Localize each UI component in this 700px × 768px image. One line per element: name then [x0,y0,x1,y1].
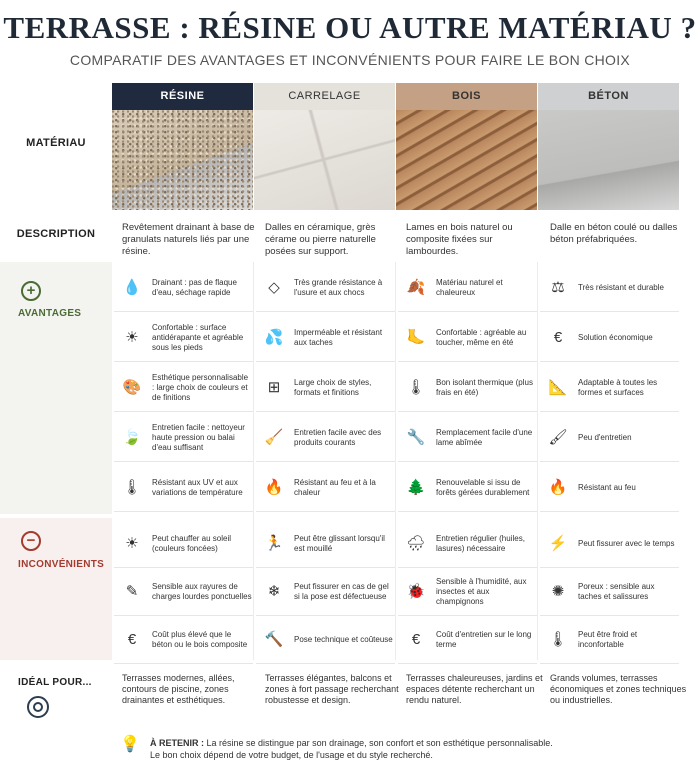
trowel-icon: 🔨 [264,630,284,648]
avantages-text: Solution économique [578,332,653,342]
avantages-carrelage-item [256,464,395,512]
avantages-text: Remplacement facile d'une lame abîmée [436,427,533,447]
avantages-carrelage-item [256,264,395,312]
drill-icon: 🔧 [406,428,426,446]
page-title: TERRASSE : RÉSINE OU AUTRE MATÉRIAU ? [3,10,697,45]
water-drop-icon: 💧 [122,278,142,296]
avantages-text: Résistant aux UV et aux variations de température [152,477,243,497]
avantages-beton-item [540,364,679,412]
avantages-band [0,262,112,514]
inconvenients-resine-item [114,616,253,664]
leaf-icon: 🍃 [122,428,142,446]
target-icon [27,696,49,718]
inconvenients-carrelage-item [256,520,395,568]
column-header-carrelage: CARRELAGE [254,83,395,110]
sun-icon: ☀ [125,328,139,346]
description-bois: Lames en bois naturel ou composite fixées sur lambourdes. [406,222,513,257]
page-subtitle: COMPARATIF DES AVANTAGES ET INCONVÉNIENTS POUR FAIRE LE BON CHOIX [69,52,631,68]
thermometer-icon: 🌡 [406,378,426,396]
avantages-carrelage-item [256,414,395,462]
avantages-text: Renouvelable si issu de forêts gérées durablement [436,477,530,497]
retenir-line2: Le bon choix dépend de votre budget, de l'usage et du style recherché. [150,750,433,760]
avantages-resine-item [114,414,253,462]
inconvenients-text: Coût d'entretien sur le long terme [436,629,532,649]
inconvenients-resine-item [114,520,253,568]
inconvenients-bois-item [398,616,537,664]
inconvenients-label: INCONVÉNIENTS [18,559,105,570]
grid-icon: ⊞ [267,378,281,396]
avantages-text: Matériau naturel et chaleureux [436,277,503,297]
lightbulb-icon: 💡 [120,736,140,753]
avantages-text: Entretien facile avec des produits courants [294,427,382,447]
inconvenients-resine-item [114,568,253,616]
retenir-note [150,737,690,761]
retenir-label: À RETENIR : [150,738,204,748]
inconvenients-text: Peut fissurer en cas de gel si la pose est défectueuse [294,581,389,601]
inconvenients-text: Peut être glissant lorsqu'il est mouillé [294,533,385,553]
euro-icon: € [127,630,137,648]
inconvenients-text: Sensible à l'humidité, aux insectes et aux champignons [436,576,527,606]
avantages-resine-item [114,364,253,412]
avantages-text: Large choix de styles, formats et finitions [294,377,372,397]
avantages-text: Adaptable à toutes les formes et surfaces [578,377,658,397]
inconvenients-text: Peut fissurer avec le temps [578,538,675,548]
avantages-bois-item [398,364,537,412]
avantages-text: Très résistant et durable [578,282,664,292]
ruler-icon: 📐 [548,378,568,396]
avantages-beton-item [540,264,679,312]
spray-icon: 🖌 [548,428,568,446]
plus-circle-icon: + [21,281,41,301]
avantages-text: Résistant au feu et à la chaleur [294,477,376,497]
avantages-bois-item [398,314,537,362]
thermometer-icon: 🌡 [122,478,142,496]
row-label-materiau: MATÉRIAU [26,137,86,149]
broom-icon: 🧹 [264,428,284,446]
avantages-label: AVANTAGES [18,308,82,319]
avantages-text: Bon isolant thermique (plus frais en été) [436,377,533,397]
avantages-text: Confortable : surface antidérapante et agréable sous les pieds [152,322,244,352]
inconvenients-text: Poreux : sensible aux taches et salissures [578,581,655,601]
avantages-text: Peu d'entretien [578,432,632,442]
inconvenients-text: Peut être froid et inconfortable [578,629,638,649]
column-divider [395,262,396,660]
column-header-resine: RÉSINE [112,83,253,110]
inconvenients-beton-item [540,568,679,616]
tree-icon: 🌲 [406,478,426,496]
avantages-text: Résistant au feu [578,482,636,492]
ideal-resine: Terrasses modernes, allées, contours de piscine, zones drainantes et esthétiques. [122,673,235,705]
avantages-resine-item [114,314,253,362]
flame-icon: 🔥 [548,478,568,496]
minus-circle-icon: − [21,531,41,551]
drops-icon: 💦 [264,328,284,346]
description-beton: Dalle en béton coulé ou dalles béton préfabriquées. [550,222,678,245]
inconvenients-text: Sensible aux rayures de charges lourdes ponctuelles [152,581,252,601]
avantages-beton-item [540,464,679,512]
inconvenients-beton-item [540,520,679,568]
inconvenients-carrelage-item [256,616,395,664]
avantages-text: Très grande résistance à l'usure et aux chocs [294,277,383,297]
column-divider [253,262,254,660]
euro-icon: € [553,328,563,346]
avantages-text: Confortable : agréable au toucher, même en été [436,327,527,347]
avantages-bois-item [398,464,537,512]
inconvenients-band [0,518,112,660]
virus-icon: ✺ [551,582,565,600]
pen-icon: ✎ [125,582,139,600]
palette-icon: 🎨 [122,378,142,396]
thermometer-icon: 🌡 [548,630,568,648]
resine-texture-image [112,110,253,210]
ideal-beton: Grands volumes, terrasses économiques et zones techniques ou industrielles. [550,673,687,705]
avantages-text: Imperméable et résistant aux taches [294,327,383,347]
avantages-text: Drainant : pas de flaque d'eau, séchage rapide [152,277,237,297]
foot-icon: 🦶 [406,328,426,346]
avantages-bois-item [398,264,537,312]
row-label-ideal: IDÉAL POUR... [18,677,92,688]
column-header-bois: BOIS [396,83,537,110]
inconvenients-text: Coût plus élevé que le béton ou le bois composite [152,629,248,649]
avantages-bois-item [398,414,537,462]
row-label-description: DESCRIPTION [16,228,96,240]
description-resine: Revêtement drainant à base de granulats naturels liés par une résine. [122,222,255,257]
slip-icon: 🏃 [264,534,284,552]
rain-cloud-icon: 🌧 [406,534,426,552]
column-header-beton: BÉTON [538,83,679,110]
description-carrelage: Dalles en céramique, grès cérame ou pierre naturelle posées sur support. [265,222,376,257]
inconvenients-beton-item [540,616,679,664]
ideal-carrelage: Terrasses élégantes, balcons et zones à fort passage recherchant robustesse et design. [265,673,399,705]
snowflake-icon: ❄ [267,582,281,600]
inconvenients-bois-item [398,520,537,568]
avantages-beton-item [540,314,679,362]
weight-icon: ⚖ [551,278,565,296]
ideal-bois: Terrasses chaleureuses, jardins et espaces détente recherchant un rendu naturel. [406,673,543,705]
avantages-carrelage-item [256,314,395,362]
euro-icon: € [411,630,421,648]
avantages-resine-item [114,464,253,512]
beton-texture-image [538,110,679,210]
inconvenients-text: Pose technique et coûteuse [294,634,393,644]
bois-texture-image [396,110,537,210]
inconvenients-bois-item [398,568,537,616]
avantages-text: Entretien facile : nettoyeur haute pression ou balai d'eau suffisant [152,422,245,452]
flame-icon: 🔥 [264,478,284,496]
avantages-resine-item [114,264,253,312]
avantages-text: Esthétique personnalisable : large choix de couleurs et de finitions [152,372,249,402]
sun-icon: ☀ [125,534,139,552]
diamond-icon: ◇ [268,278,280,296]
inconvenients-text: Peut chauffer au soleil (couleurs foncées) [152,533,232,553]
retenir-line1: La résine se distingue par son drainage, son confort et son esthétique personnalisable. [206,738,553,748]
inconvenients-carrelage-item [256,568,395,616]
column-divider [537,262,538,660]
leaf-icon: 🍂 [406,278,426,296]
avantages-beton-item [540,414,679,462]
avantages-carrelage-item [256,364,395,412]
carrelage-texture-image [254,110,395,210]
bug-icon: 🐞 [406,582,426,600]
inconvenients-text: Entretien régulier (huiles, lasures) nécessaire [436,533,525,553]
crack-icon: ⚡ [548,534,568,552]
